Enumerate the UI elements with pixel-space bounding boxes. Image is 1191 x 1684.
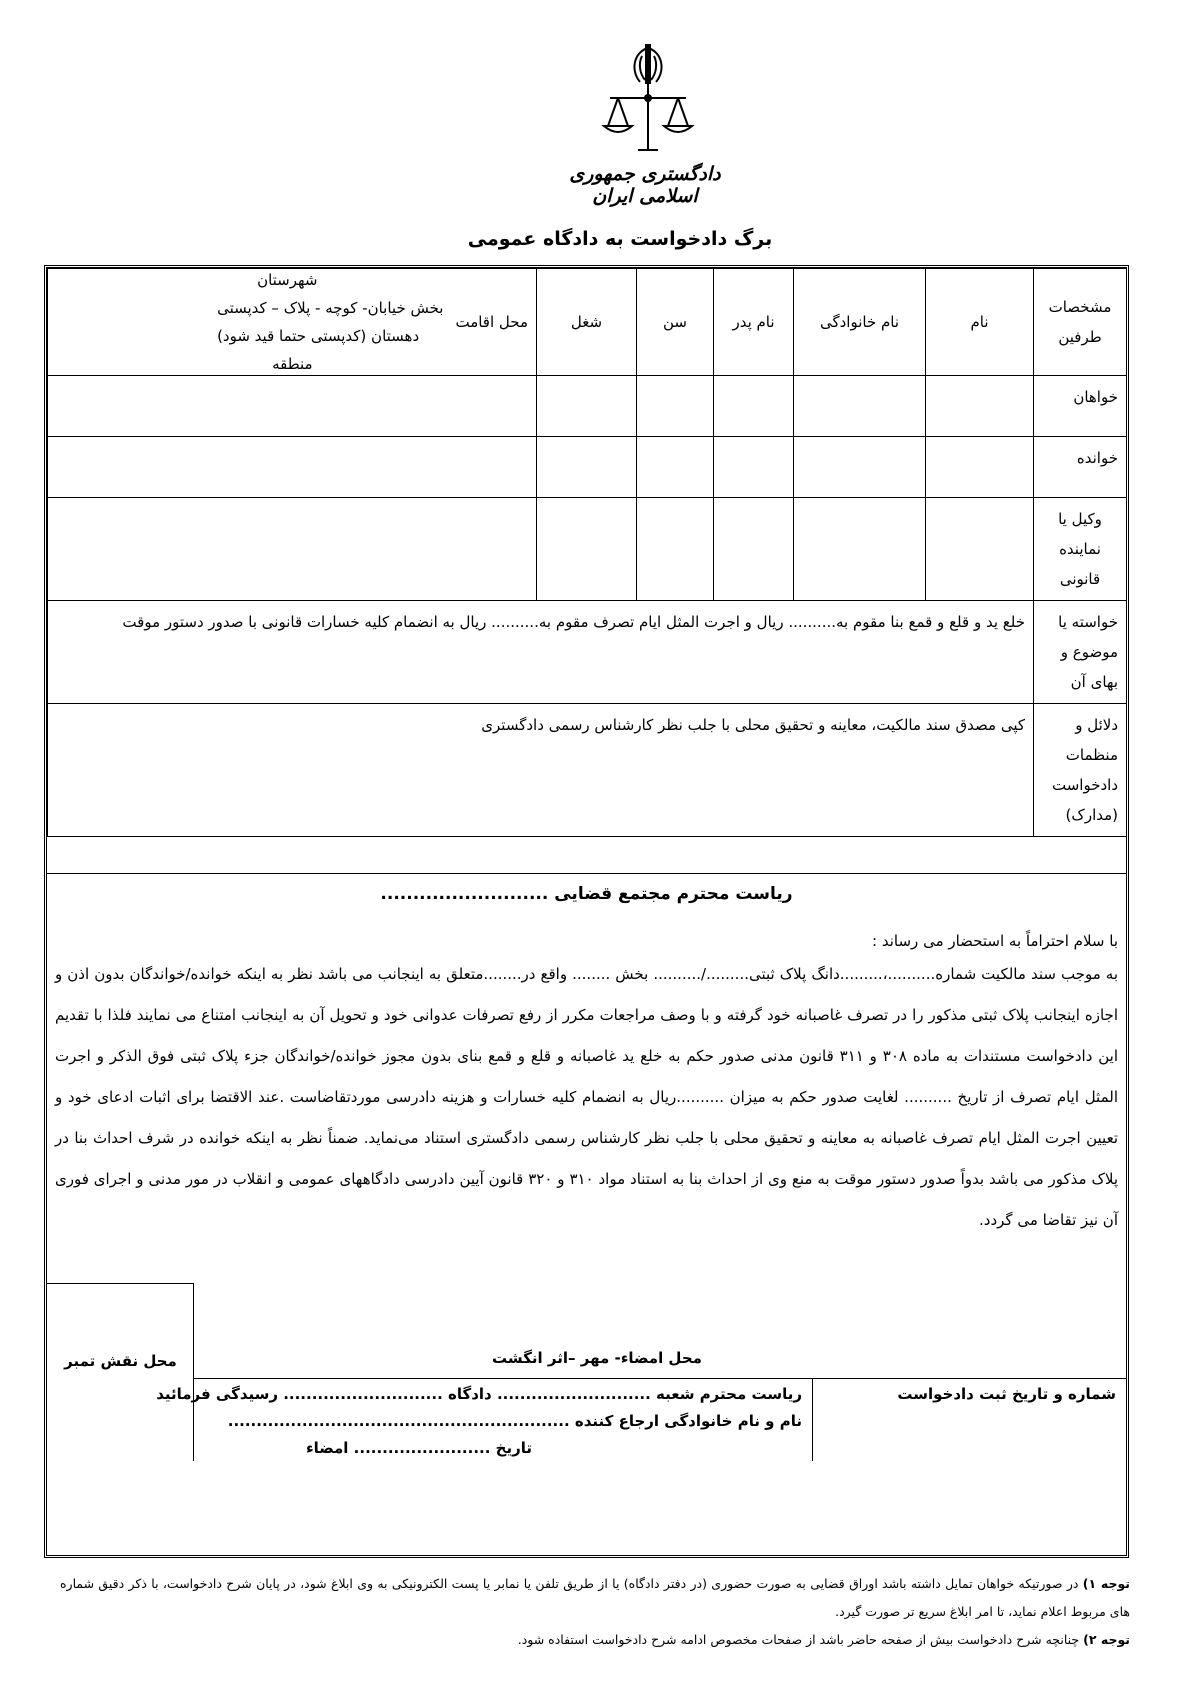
parties-table (47, 268, 1127, 837)
note-2-label: توجه ۲) (1083, 1632, 1130, 1647)
header-family-name: نام خانوادگی (794, 269, 926, 376)
notes (60, 1570, 1130, 1654)
defendant-residence-cell[interactable] (48, 437, 537, 498)
lawyer-father-cell[interactable] (714, 498, 794, 601)
referral-line-branch: ریاست محترم شعبه ........................... دادگاه ............................ رسیدگی فرمائید (156, 1385, 802, 1403)
plaintiff-residence-cell[interactable] (48, 376, 537, 437)
note-2-text: چنانچه شرح دادخواست بیش از صفحه حاضر باشد از صفحات مخصوص ادامه شرح دادخواست استفاده شود. (517, 1632, 1080, 1647)
row-label-evidence: دلائل و منظمات دادخواست (مدارک) (1034, 704, 1127, 837)
referral-line-date: تاریخ ........................ امضاء (305, 1439, 532, 1457)
lawyer-job-cell[interactable] (537, 498, 637, 601)
header-age: سن (637, 269, 714, 376)
row-label-defendant: خوانده (1034, 437, 1127, 498)
residence-line-city: شهرستان (257, 270, 318, 289)
letter-title: ریاست محترم مجتمع قضایی .......................... (380, 884, 793, 904)
claim-text[interactable]: خلع ید و قلع و قمع بنا مقوم به.......... ریال و اجرت المثل ایام تصرف مقوم به.......... ریال به انضمام کلیه خسارات قانونی با صدور دستور موقت (48, 601, 1034, 704)
table-row (48, 498, 1127, 601)
defendant-age-cell[interactable] (637, 437, 714, 498)
residence-label: محل اقامت (455, 312, 528, 331)
plaintiff-father-cell[interactable] (714, 376, 794, 437)
defendant-father-cell[interactable] (714, 437, 794, 498)
referral-box (156, 1378, 813, 1461)
row-label-claim: خواسته یا موضوع و بهای آن (1034, 601, 1127, 704)
row-label-plaintiff: خواهان (1034, 376, 1127, 437)
header-father-name: نام پدر (714, 269, 794, 376)
signature-area-label: محل امضاء- مهر –اثر انگشت (492, 1349, 702, 1367)
stamp-label: محل نقش تمبر (64, 1352, 177, 1370)
lawyer-family-cell[interactable] (794, 498, 926, 601)
residence-line-region: منطقه (272, 354, 313, 373)
plaintiff-age-cell[interactable] (637, 376, 714, 437)
stamp-box (47, 1283, 194, 1461)
emblem-calligraphy: دادگستری جمهوری اسلامی ایران (569, 163, 721, 207)
referral-line-referrer: نام و نام خانوادگی ارجاع کننده ............................................................ (227, 1412, 802, 1430)
header-name: نام (926, 269, 1034, 376)
petition-form (44, 265, 1129, 1558)
note-1-label: توجه ۱) (1082, 1576, 1130, 1591)
lawyer-name-cell[interactable] (926, 498, 1034, 601)
lawyer-residence-cell[interactable] (48, 498, 537, 601)
defendant-name-cell[interactable] (926, 437, 1034, 498)
note-2 (60, 1626, 1130, 1654)
table-row (48, 437, 1127, 498)
lawyer-age-cell[interactable] (637, 498, 714, 601)
page-title: برگ دادخواست به دادگاه عمومی (467, 228, 773, 250)
evidence-text[interactable]: کپی مصدق سند مالکیت، معاینه و تحقیق محلی با جلب نظر کارشناس رسمی دادگستری (48, 704, 1034, 837)
residence-line-address: بخش خیابان- کوچه - پلاک – کدپستی (217, 298, 444, 317)
plaintiff-name-cell[interactable] (926, 376, 1034, 437)
row-label-lawyer: وکیل یا نماینده قانونی (1034, 498, 1127, 601)
petition-letter (47, 873, 1126, 1283)
plaintiff-job-cell[interactable] (537, 376, 637, 437)
defendant-job-cell[interactable] (537, 437, 637, 498)
letter-greeting: با سلام احتراماً به استحضار می رساند : (872, 932, 1118, 950)
defendant-family-cell[interactable] (794, 437, 926, 498)
iran-emblem-icon (598, 40, 698, 155)
letter-body[interactable]: به موجب سند مالکیت شماره..........،.........دانگ پلاک ثبتی........./.......... بخش ........ واقع در........متعلق به اینجانب می باشد نظر به اینکه خوانده/خواندگان بدون اذن و اجازه اینجانب پلاک ثبتی مذکور را در تصرف غاصبانه خود گرفته و با وصف مراجعات مکرر از رفع تصرفات عدوانی خود و تحویل آن به اینجانب امتناع می نمایند فلذا با تقدیم این دادخواست مستندات به ماده ۳۰۸ و ۳۱۱ قانون مدنی صدور حکم به خلع ید غاصبانه و قلع و قمع بنای بدون مجوز خوانده/خواندگان جزء پلاک ثبتی فوق الذکر و اجرت المثل ایام تصرف از تاریخ .......... لغایت صدور حکم به میزان ..........ریال به انضمام کلیه خسارات و هزینه دادرسی موردتقاضاست .عند الاقتضا برای اثبات ادعای خود و تعیین اجرت المثل ایام تصرف غاصبانه به معاینه و تحقیق محلی با جلب نظر کارشناس رسمی دادگستری استناد می‌نماید. ضمناً نظر به اینکه خوانده در شرف احداث بنا در پلاک مذکور می باشد بدواً صدور دستور موقت به منع وی از احداث بنا به استناد مواد ۳۱۰ و ۳۲۰ قانون آیین دادرسی دادگاههای عمومی و انقلاب در مور مدنی و اجرای فوری آن نیز تقاضا می گردد. (55, 965, 1119, 1229)
plaintiff-family-cell[interactable] (794, 376, 926, 437)
note-1-text: در صورتیکه خواهان تمایل داشته باشد اوراق قضایی به صورت حضوری (در دفتر دادگاه) یا از طریق تلفن یا نمابر یا پست الکترونیکی به وی ابلاغ شود، در پایان شرح دادخواست، با ذکر دقیق شماره های مربوط اعلام نماید، تا امر ابلاغ سریع تر صورت گیرد. (60, 1576, 1130, 1619)
header-job: شغل (537, 269, 637, 376)
registration-box (813, 1378, 1126, 1461)
registration-label: شماره و تاریخ ثبت دادخواست (897, 1385, 1116, 1403)
bottom-section (47, 1283, 1126, 1461)
header-parties: مشخصات طرفین (1034, 269, 1127, 376)
note-1 (60, 1570, 1130, 1626)
header-residence (48, 269, 537, 376)
residence-line-village: دهستان (کدپستی حتما قید شود) (217, 326, 420, 345)
table-row (48, 376, 1127, 437)
